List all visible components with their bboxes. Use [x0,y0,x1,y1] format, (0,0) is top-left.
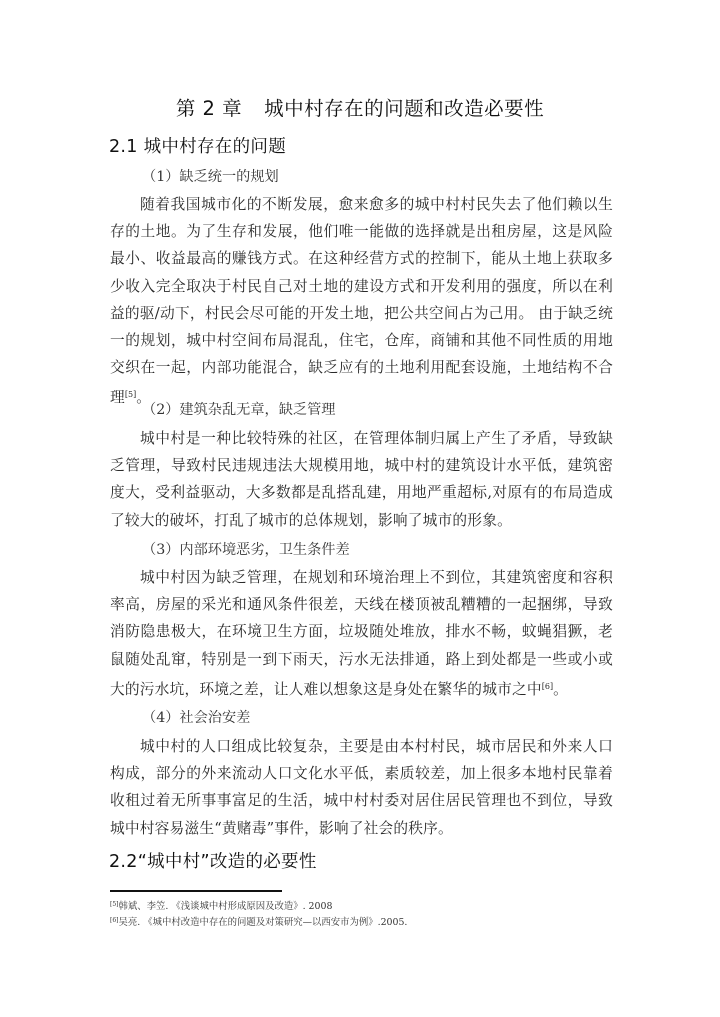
footnote-divider [110,890,282,892]
chapter-title [0,93,720,121]
citation-6[interactable]: [6] [541,681,554,691]
footnote-5: [5]韩斌、李笠. 《浅谈城中村形成原因及改造》. 2008 [110,901,333,912]
section-2-2-title: 2.2“城中村”改造的必要性 [109,852,317,872]
subsection-1-paragraph: 随着我国城市化的不断发展，愈来愈多的城中村村民失去了他们赖以生存的土地。为了生存和发展，他们唯一能做的选择就是出租房屋，这是风险最小、收益最高的赚钱方式。在这种经营方式的控制下，能从土地上获取多少收入完全取决于村民自己对土地的建设方式和开发利用的强度，所以在利益的驱/动下，村民会尽可能的开发土地，把公共空间占为己用。 由于缺乏统一的规划，城中村空间布局混乱，住宅，仓库，商铺和其他不同性质的用地交织在一起，内部功能混合，缺乏应有的土地利用配套设施，土地结构不合理[5]。 [110,196,613,407]
subsection-4-heading: （4）社会治安差 [142,710,251,726]
subsection-2-heading: （2）建筑杂乱无章，缺乏管理 [142,402,336,418]
subsection-3-heading: （3）内部环境恶劣，卫生条件差 [142,542,350,558]
footnote-6: [6]吴亮. 《城中村改造中存在的问题及对策研究—以西安市为例》.2005. [110,917,408,928]
section-2-1-title: 2.1 城中村存在的问题 [109,137,286,157]
chapter-title-text: 城中村存在的问题和改造必要性 [264,97,545,120]
subsection-3-paragraph: 城中村因为缺乏管理，在规划和环境治理上不到位，其建筑密度和容积率高，房屋的采光和通风条件很差，天线在楼顶被乱糟糟的一起捆绑，导致消防隐患极大，在环境卫生方面，垃圾随处堆放，排水不畅，蚊蝇猖獗，老鼠随处乱窜，特别是一到下雨天，污水无法排通，路上到处都是一些或小或大的污水坑，环境之差，让人难以想象这是身处在繁华的城市之中[6]。 [110,569,613,698]
subsection-4-paragraph: 城中村的人口组成比较复杂，主要是由本村村民，城市居民和外来人口构成，部分的外来流动人口文化水平低，素质较差，加上很多本地村民靠着收租过着无所事事富足的生活，城中村村委对居住居民管理也不到位，导致城中村容易滋生“黄赌毒”事件，影响了社会的秩序。 [110,738,613,837]
subsection-2-paragraph: 城中村是一种比较特殊的社区，在管理体制归属上产生了矛盾，导致缺乏管理，导致村民违规违法大规模用地，城中村的建筑设计水平低，建筑密度大，受利益驱动，大多数都是乱搭乱建，用地严重超标,对原有的布局造成了较大的破坏，打乱了城市的总体规划，影响了城市的形象。 [110,430,613,529]
citation-5[interactable]: [5] [124,390,137,400]
chapter-number: 第 2 章 [175,97,243,120]
subsection-1-heading: （1）缺乏统一的规划 [142,169,279,185]
